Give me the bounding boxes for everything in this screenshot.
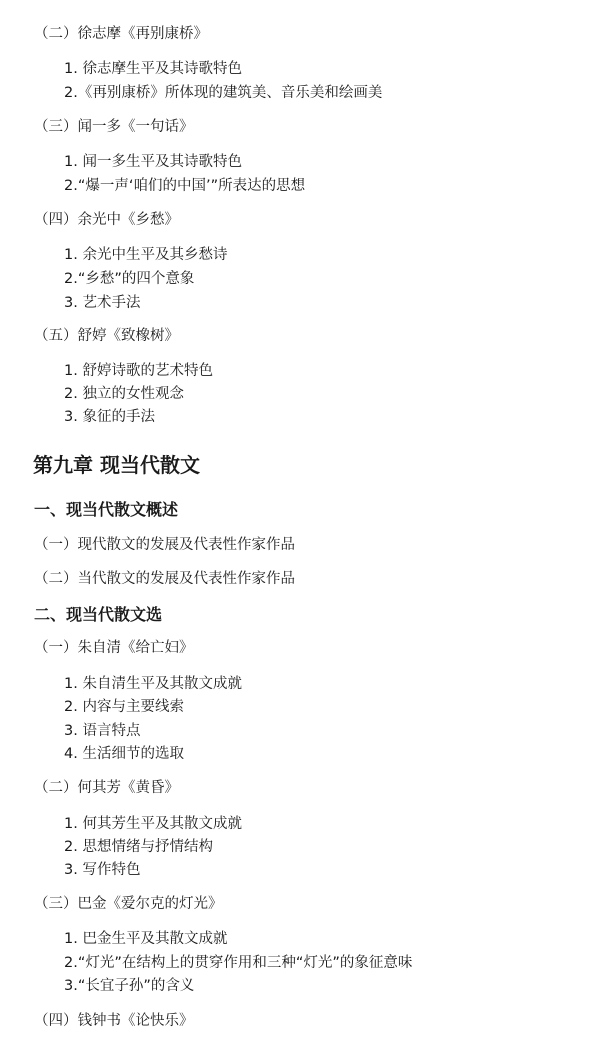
list-item: 3. 艺术手法: [64, 295, 141, 311]
section-title: 二、现当代散文选: [34, 605, 163, 624]
list-item: 1. 何其芳生平及其散文成就: [64, 816, 242, 832]
section-heading: （五）舒婷《致橡树》: [34, 328, 179, 344]
list-item: 1. 巴金生平及其散文成就: [64, 931, 228, 947]
list-item: 4. 生活细节的选取: [64, 746, 184, 762]
section-heading: （二）何其芳《黄昏》: [34, 780, 179, 796]
section-heading: （三）闻一多《一句话》: [34, 119, 194, 135]
list-item: 2.“乡愁”的四个意象: [64, 271, 195, 287]
section-heading: （四）余光中《乡愁》: [34, 212, 179, 228]
list-item: 3. 语言特点: [64, 723, 141, 739]
section-heading: （一）朱自清《给亡妇》: [34, 640, 194, 656]
list-item: 1. 余光中生平及其乡愁诗: [64, 247, 228, 263]
section-heading: （二）当代散文的发展及代表性作家作品: [34, 571, 295, 587]
chapter-title: 第九章 现当代散文: [33, 453, 200, 477]
list-item: 1. 徐志摩生平及其诗歌特色: [64, 61, 242, 77]
list-item: 1. 闻一多生平及其诗歌特色: [64, 154, 242, 170]
section-heading: （一）现代散文的发展及代表性作家作品: [34, 537, 295, 553]
list-item: 2. 独立的女性观念: [64, 386, 184, 402]
list-item: 2.“爆一声‘咱们的中国’”所表达的思想: [64, 178, 306, 194]
list-item: 1. 舒婷诗歌的艺术特色: [64, 363, 213, 379]
list-item: 1. 朱自清生平及其散文成就: [64, 676, 242, 692]
list-item: 3. 写作特色: [64, 862, 141, 878]
list-item: 2.《再别康桥》所体现的建筑美、音乐美和绘画美: [64, 85, 383, 101]
list-item: 2. 思想情绪与抒情结构: [64, 839, 213, 855]
section-title: 一、现当代散文概述: [34, 500, 179, 519]
section-heading: （二）徐志摩《再别康桥》: [34, 26, 208, 42]
list-item: 3. 象征的手法: [64, 409, 155, 425]
section-heading: （三）巴金《爱尔克的灯光》: [34, 896, 223, 912]
list-item: 2.“灯光”在结构上的贯穿作用和三种“灯光”的象征意味: [64, 955, 413, 971]
section-heading: （四）钱钟书《论快乐》: [34, 1013, 194, 1029]
list-item: 3.“长宜子孙”的含义: [64, 978, 195, 994]
list-item: 2. 内容与主要线索: [64, 699, 184, 715]
